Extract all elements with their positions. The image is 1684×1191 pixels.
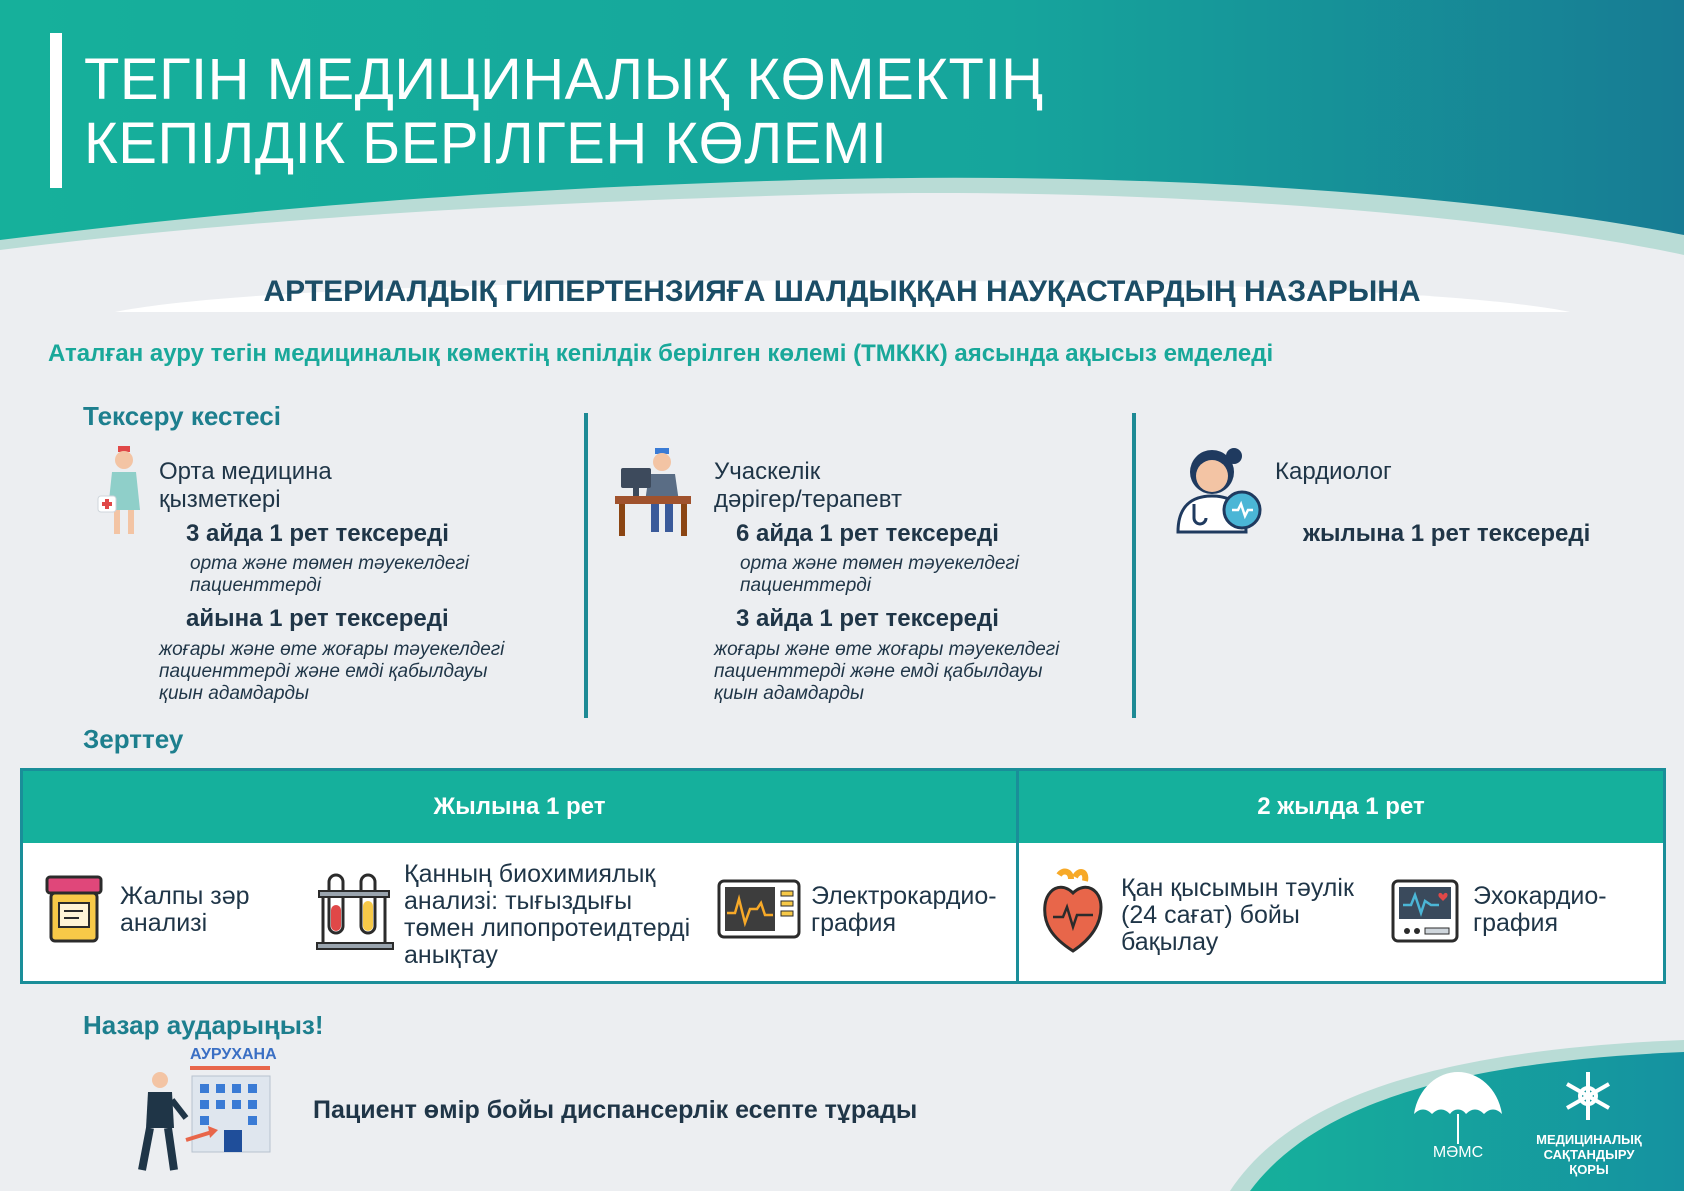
research-col1-header: Жылына 1 рет xyxy=(23,771,1016,843)
umbrella-logo-icon xyxy=(1412,1068,1504,1150)
cardiologist-freq: жылына 1 рет тексереді xyxy=(1303,520,1591,547)
urine-line2: анализі xyxy=(120,909,208,937)
title-accent-bar xyxy=(50,33,62,188)
bp-line1: Қан қысымын тәулік xyxy=(1121,874,1354,902)
schedule-title: Тексеру кестесі xyxy=(83,401,281,431)
fund-line1: МЕДИЦИНАЛЫҚ xyxy=(1536,1132,1642,1147)
research-title: Зерттеу xyxy=(83,724,184,754)
urine-line1: Жалпы зәр xyxy=(120,882,250,910)
cardiologist-icon xyxy=(1172,444,1264,534)
doctor-desk-icon xyxy=(615,446,691,538)
nurse-icon xyxy=(96,444,152,536)
therapist-role-line1: Учаскелік xyxy=(714,458,821,485)
urine-container-icon xyxy=(43,875,105,945)
snowflake-logo-icon xyxy=(1560,1068,1616,1124)
therapist-note2-line2: пациенттерді және емді қабылдауы xyxy=(714,661,1043,682)
echo-monitor-icon xyxy=(1391,879,1459,945)
blood-line2: анализі: тығыздығы xyxy=(404,887,633,915)
therapist-note2-line3: қиын адамдарды xyxy=(714,683,865,704)
nurse-note2-line3: қиын адамдарды xyxy=(159,683,310,704)
therapist-note1-line1: орта және төмен тәуекелдегі xyxy=(740,553,1019,574)
column-divider-2 xyxy=(1132,413,1136,718)
hospital-label: АУРУХАНА xyxy=(190,1046,277,1063)
ecg-line2: графия xyxy=(811,909,896,937)
heart-icon xyxy=(1041,867,1105,953)
ecg-line1: Электрокардио- xyxy=(811,882,997,910)
research-col2-header: 2 жылда 1 рет xyxy=(1019,771,1663,843)
therapist-freq1: 6 айда 1 рет тексереді xyxy=(736,520,999,547)
hospital-icon xyxy=(128,1066,288,1176)
research-col-divider xyxy=(1016,771,1019,981)
subtitle: АРТЕРИАЛДЫҚ ГИПЕРТЕНЗИЯҒА ШАЛДЫҚҚАН НАУҚАСТАРДЫҢ НАЗАРЫНА xyxy=(263,275,1421,308)
intro-text: Аталған ауру тегін медициналық көмектің кепілдік берілген көлемі (ТМККК) аясында ақысыз емделеді xyxy=(48,340,1274,367)
mams-label: МӘМС xyxy=(1432,1144,1484,1161)
therapist-note2-line1: жоғары және өте жоғары тәуекелдегі xyxy=(714,639,1060,660)
bp-line3: бақылау xyxy=(1121,928,1219,956)
nurse-freq2: айына 1 рет тексереді xyxy=(186,605,449,632)
blood-line3: төмен липопротеидтерді xyxy=(404,914,691,942)
nurse-note1-line1: орта және төмен тәуекелдегі xyxy=(190,553,469,574)
therapist-role-line2: дәрігер/терапевт xyxy=(714,486,902,513)
therapist-note1-line2: пациенттерді xyxy=(740,575,871,596)
ecg-monitor-icon xyxy=(717,879,801,939)
page-title-line2: КЕПІЛДІК БЕРІЛГЕН КӨЛЕМІ xyxy=(84,111,888,176)
research-table xyxy=(20,768,1666,984)
blood-line4: анықтау xyxy=(404,941,498,969)
fund-line2: САҚТАНДЫРУ xyxy=(1543,1147,1635,1162)
nurse-note1-line2: пациенттерді xyxy=(190,575,321,596)
bp-line2: (24 сағат) бойы xyxy=(1121,901,1300,929)
blood-line1: Қанның биохимиялық xyxy=(404,860,656,888)
fund-line3: ҚОРЫ xyxy=(1569,1162,1609,1177)
attention-text: Пациент өмір бойы диспансерлік есепте тұрады xyxy=(313,1096,918,1124)
fund-name xyxy=(1530,1132,1648,1177)
nurse-note2-line1: жоғары және өте жоғары тәуекелдегі xyxy=(159,639,505,660)
attention-title: Назар аударыңыз! xyxy=(83,1010,324,1040)
therapist-freq2: 3 айда 1 рет тексереді xyxy=(736,605,999,632)
echo-line1: Эхокардио- xyxy=(1473,882,1607,910)
nurse-role-line2: қызметкері xyxy=(159,486,281,513)
page-title-line1: ТЕГІН МЕДИЦИНАЛЫҚ КӨМЕКТІҢ xyxy=(84,47,1044,112)
echo-line2: графия xyxy=(1473,909,1558,937)
cardiologist-role: Кардиолог xyxy=(1275,458,1392,485)
column-divider-1 xyxy=(584,413,588,718)
nurse-note2-line2: пациенттерді және емді қабылдауы xyxy=(159,661,488,682)
nurse-role-line1: Орта медицина xyxy=(159,458,332,485)
nurse-freq1: 3 айда 1 рет тексереді xyxy=(186,520,449,547)
test-tubes-icon xyxy=(315,871,395,953)
